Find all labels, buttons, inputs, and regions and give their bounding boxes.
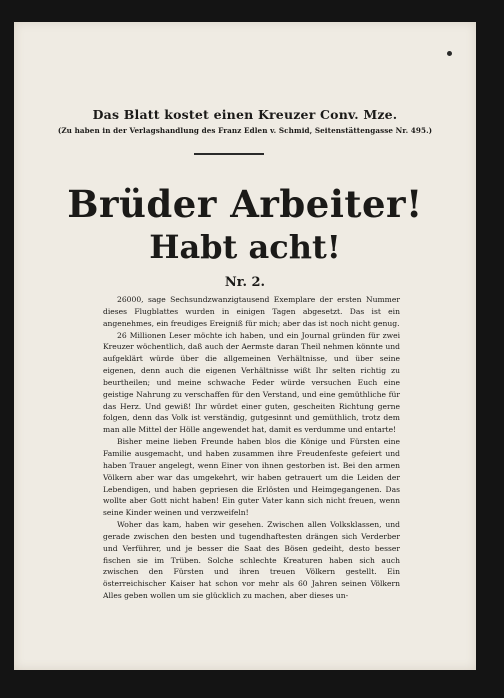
paragraph-4: Woher das kam, haben wir gesehen. Zwischen allen Volksklassen, und gerade zwischen den besten und tugendhaftesten drängen sich Verderber und Verführer, und je besser die Saat des Bösen gedeiht, desto besser fischen sie im Trüben. Solche schlechte Kreaturen haben sich auch zwischen den Fürsten und ihren treuen Völkern gestellt. Ein österreichischer Kaiser hat schon vor mehr als 60 Jahren seinen Völkern Alles geben wollen um sie glücklich zu machen, aber dieses un- (103, 520, 400, 601)
header-divider (194, 153, 264, 155)
ink-spot (447, 51, 452, 56)
price-line: Das Blatt kostet einen Kreuzer Conv. Mze. (92, 107, 398, 122)
paragraph-1: 26000, sage Sechsundzwanzigtausend Exemplare der ersten Nummer dieses Flugblattes wurden in einigen Tagen abgesetzt. Das ist ein angenehmes, ein freudiges Ereigniß für mich; aber das ist noch nicht genug. (103, 295, 400, 328)
flyer-page (14, 22, 476, 670)
paragraph-3: Bisher meine lieben Freunde haben blos die Könige und Fürsten eine Familie ausgemacht, und haben zusammen ihre Freudenfeste gefeiert und haben Trauer angelegt, wenn Einer von ihnen gestorben ist. Bei den armen Völkern aber war das umgekehrt, wir haben getrauert um die Leiden der Lebendigen, und haben gepriesen die Erlösten und Heimgegangenen. Das wollte aber Gott nicht haben! Ein guter Vater kann sich nicht freuen, wenn seine Kinder weinen und verzweifeln! (103, 437, 400, 518)
title-line-1: Brüder Arbeiter! (67, 182, 423, 226)
issue-number: Nr. 2. (224, 275, 266, 290)
title-line-2: Habt acht! (149, 228, 341, 266)
publisher-line: (Zu haben in der Verlagshandlung des Franz Edlen v. Schmid, Seitenstättengasse Nr. 495.) (57, 126, 433, 135)
paragraph-2: 26 Millionen Leser möchte ich haben, und ein Journal gründen für zwei Kreuzer wöchentlich, daß auch der Aermste daran Theil nehmen könnte und aufgeklärt würde über die allgemeinen Verhältnisse, und über seine eigenen, denn auch die eigenen Verhältnisse wißt Ihr selten richtig zu beurtheilen; und meine schwache Feder würde versuchen Euch eine geistige Nahrung zu verschaffen für den Verstand, und eine gemüthliche für das Herz. Und gewiß! Ihr würdet einer guten, gescheiten Richtung gerne folgen, denn das Volk ist verständig, gutgesinnt und gemüthlich, trotz dem man alle Mittel der Hölle angewendet hat, damit es verdumme und entarte! (103, 330, 400, 435)
body-text (103, 294, 400, 602)
